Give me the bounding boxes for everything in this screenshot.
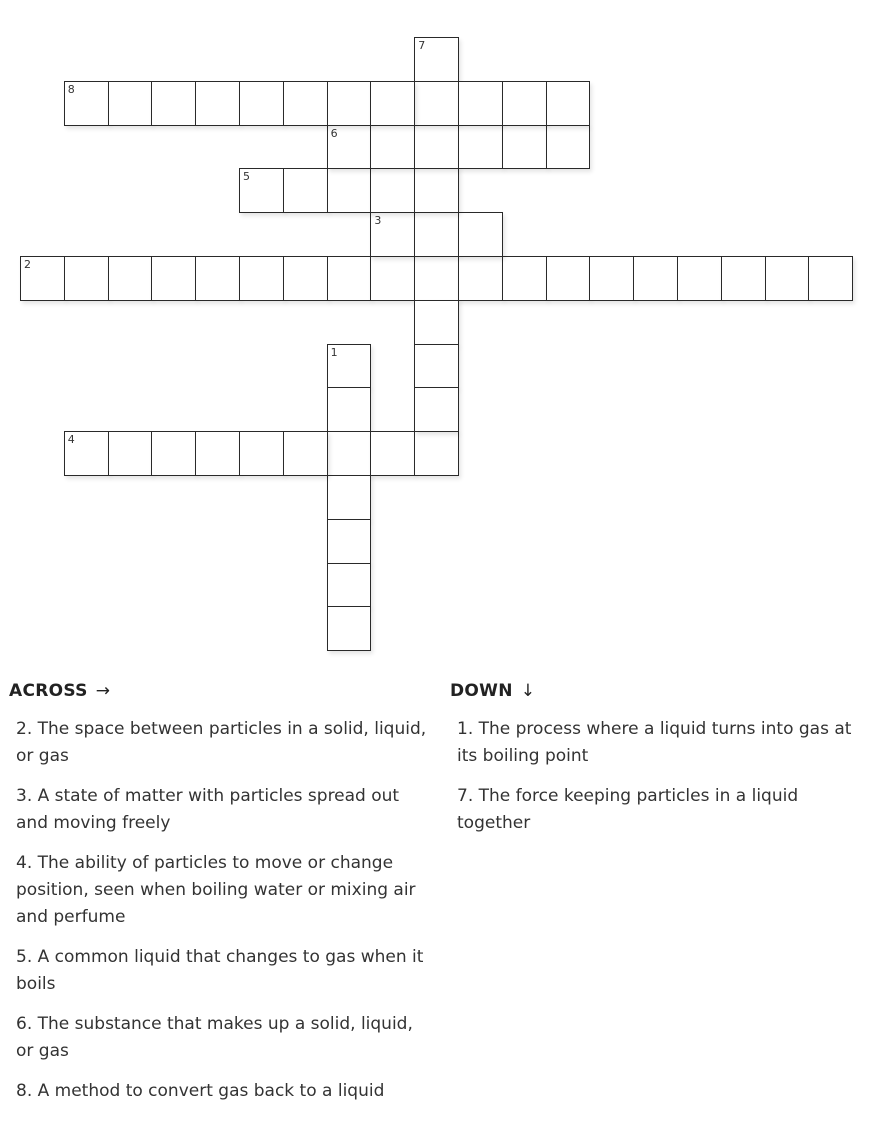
grid-cell[interactable] — [414, 168, 459, 213]
arrow-down-icon: ↓ — [520, 681, 536, 701]
across-clue-3: 3. A state of matter with particles spread out and moving freely — [16, 786, 400, 833]
grid-cell[interactable] — [414, 81, 459, 126]
grid-cell[interactable] — [414, 125, 459, 170]
grid-cell[interactable] — [414, 212, 459, 257]
grid-cell[interactable] — [414, 256, 459, 301]
across-heading-label: ACROSS — [9, 681, 88, 701]
grid-cell[interactable] — [414, 300, 459, 345]
grid-cell[interactable] — [502, 125, 547, 170]
grid-cell[interactable] — [546, 81, 591, 126]
grid-cell[interactable] — [458, 81, 503, 126]
across-clue-4: 4. The ability of particles to move or change position, seen when boiling water or mixing air and perfume — [16, 853, 416, 927]
grid-cell[interactable] — [151, 81, 196, 126]
down-heading-label: DOWN — [450, 681, 513, 701]
grid-cell[interactable] — [546, 256, 591, 301]
grid-cell[interactable] — [546, 125, 591, 170]
grid-cell[interactable] — [414, 37, 459, 82]
grid-cell[interactable] — [458, 212, 503, 257]
across-clue-2: 2. The space between particles in a solid, liquid, or gas — [16, 719, 427, 766]
grid-cell[interactable] — [327, 431, 372, 476]
grid-cell[interactable] — [195, 256, 240, 301]
grid-cell[interactable] — [195, 81, 240, 126]
grid-cell[interactable] — [151, 431, 196, 476]
across-heading — [9, 678, 429, 704]
grid-cell[interactable] — [370, 81, 415, 126]
grid-cell[interactable] — [239, 431, 284, 476]
down-clue-1: 1. The process where a liquid turns into gas at its boiling point — [457, 719, 852, 766]
grid-cell[interactable] — [283, 81, 328, 126]
grid-cell[interactable] — [327, 563, 372, 608]
grid-cell[interactable] — [370, 212, 415, 257]
grid-cell[interactable] — [414, 431, 459, 476]
grid-cell[interactable] — [502, 81, 547, 126]
grid-cell[interactable] — [283, 431, 328, 476]
grid-cell[interactable] — [64, 431, 109, 476]
grid-cell[interactable] — [327, 81, 372, 126]
grid-cell[interactable] — [370, 256, 415, 301]
grid-cell[interactable] — [151, 256, 196, 301]
grid-cell[interactable] — [721, 256, 766, 301]
grid-cell[interactable] — [108, 256, 153, 301]
clue-number: 6 — [330, 126, 338, 140]
down-clues — [450, 678, 860, 850]
grid-cell[interactable] — [283, 256, 328, 301]
grid-cell[interactable] — [108, 431, 153, 476]
across-clue-5: 5. A common liquid that changes to gas when it boils — [16, 947, 424, 994]
grid-cell[interactable] — [414, 387, 459, 432]
grid-cell[interactable] — [677, 256, 722, 301]
clue-number: 1 — [330, 345, 338, 359]
grid-cell[interactable] — [239, 81, 284, 126]
grid-cell[interactable] — [327, 168, 372, 213]
grid-cell[interactable] — [633, 256, 678, 301]
clue-number: 5 — [243, 170, 250, 184]
grid-cell[interactable] — [327, 475, 372, 520]
grid-cell[interactable] — [239, 168, 284, 213]
grid-cell[interactable] — [327, 344, 372, 389]
grid-cell[interactable] — [327, 256, 372, 301]
grid-cell[interactable] — [370, 431, 415, 476]
grid-cell[interactable] — [327, 387, 372, 432]
grid-cell[interactable] — [458, 256, 503, 301]
grid-cell[interactable] — [20, 256, 65, 301]
grid-cell[interactable] — [808, 256, 853, 301]
grid-cell[interactable] — [414, 344, 459, 389]
grid-cell[interactable] — [283, 168, 328, 213]
grid-cell[interactable] — [64, 81, 109, 126]
across-clue-6: 6. The substance that makes up a solid, liquid, or gas — [16, 1014, 413, 1061]
grid-cell[interactable] — [370, 168, 415, 213]
across-clue-8: 8. A method to convert gas back to a liquid — [16, 1081, 385, 1101]
grid-cell[interactable] — [195, 431, 240, 476]
grid-cell[interactable] — [327, 519, 372, 564]
clue-number: 2 — [24, 258, 31, 271]
grid-cell[interactable] — [108, 81, 153, 126]
down-heading — [450, 678, 860, 704]
grid-cell[interactable] — [589, 256, 634, 301]
grid-cell[interactable] — [327, 606, 372, 651]
grid-cell[interactable] — [765, 256, 810, 301]
across-clues — [9, 678, 429, 1118]
grid-cell[interactable] — [502, 256, 547, 301]
grid-cell[interactable] — [370, 125, 415, 170]
clue-number: 7 — [418, 39, 426, 52]
arrow-right-icon: → — [95, 681, 111, 701]
grid-cell[interactable] — [327, 125, 372, 170]
grid-cell[interactable] — [64, 256, 109, 301]
grid-cell[interactable] — [239, 256, 284, 301]
grid-cell[interactable] — [458, 125, 503, 170]
clue-number: 4 — [67, 433, 75, 447]
clue-number: 3 — [374, 214, 382, 228]
down-clue-7: 7. The force keeping particles in a liquid together — [457, 786, 799, 833]
clue-number: 8 — [67, 82, 75, 96]
